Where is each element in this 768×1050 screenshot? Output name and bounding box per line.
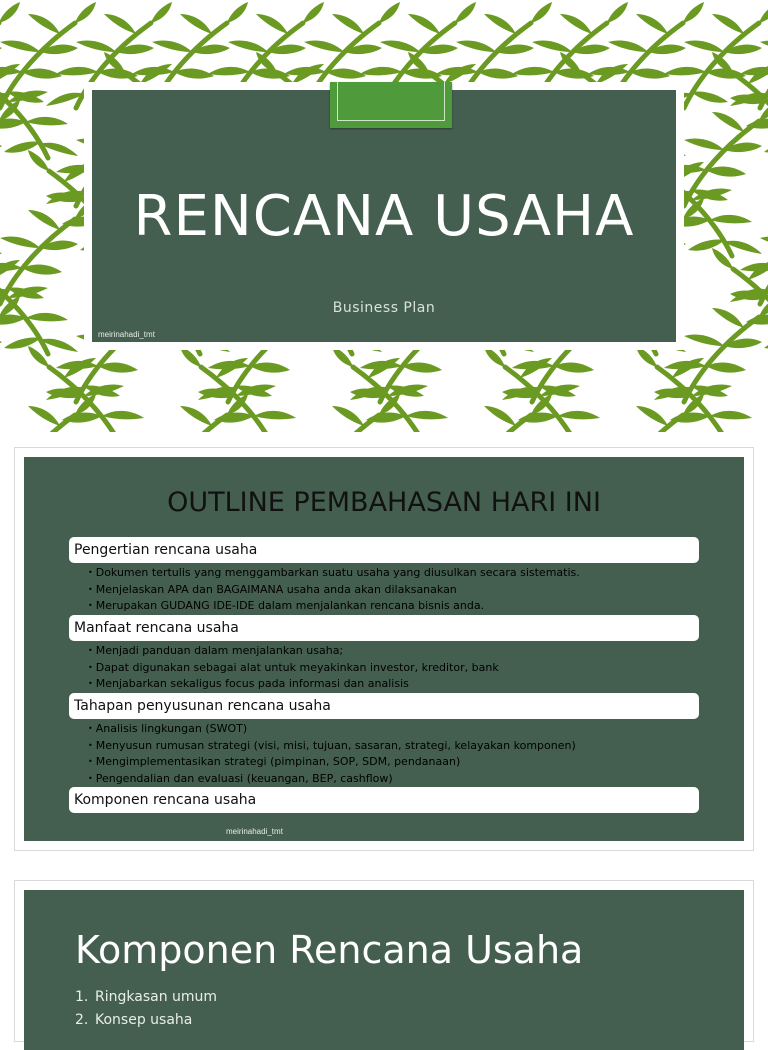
- section-bullets-pengertian: [88, 565, 580, 615]
- list-item: • Pengendalian dan evaluasi (keuangan, BEP, cashflow): [88, 771, 576, 788]
- list-item: • Analisis lingkungan (SWOT): [88, 721, 576, 738]
- accent-tab: [330, 82, 452, 128]
- outline-slide: [24, 457, 744, 841]
- list-item: [75, 986, 217, 1009]
- list-item: • Menjadi panduan dalam menjalankan usaha;: [88, 643, 499, 660]
- list-item: • Menjelaskan APA dan BAGAIMANA usaha anda akan dilaksanakan: [88, 582, 580, 599]
- list-label: Ringkasan umum: [95, 989, 218, 1005]
- title-card: [84, 82, 684, 350]
- list-item: • Mengimplementasikan strategi (pimpinan, SOP, SDM, pendanaan): [88, 754, 576, 771]
- komponen-slide-frame: [14, 880, 754, 1042]
- list-number: 2.: [75, 1012, 89, 1028]
- author-watermark: meirinahadi_tmt: [98, 330, 155, 339]
- komponen-title: Komponen Rencana Usaha: [75, 928, 584, 972]
- list-item: • Dokumen tertulis yang menggambarkan suatu usaha yang diusulkan secara sistematis.: [88, 565, 580, 582]
- section-heading-tahapan: Tahapan penyusunan rencana usaha: [69, 693, 699, 719]
- list-item: • Merupakan GUDANG IDE-IDE dalam menjalankan rencana bisnis anda.: [88, 598, 580, 615]
- section-heading-manfaat: Manfaat rencana usaha: [69, 615, 699, 641]
- section-heading-komponen: Komponen rencana usaha: [69, 787, 699, 813]
- slide-subtitle: Business Plan: [332, 300, 436, 316]
- outline-slide-frame: [14, 447, 754, 851]
- accent-tab-border: [337, 82, 445, 121]
- list-item: • Dapat digunakan sebagai alat untuk meyakinkan investor, kreditor, bank: [88, 660, 499, 677]
- title-panel: [92, 90, 676, 342]
- komponen-slide: [24, 890, 744, 1050]
- title-slide: [0, 0, 768, 432]
- komponen-list: [75, 986, 217, 1032]
- section-heading-pengertian: Pengertian rencana usaha: [69, 537, 699, 563]
- list-number: 1.: [75, 989, 89, 1005]
- slide-title: RENCANA USAHA: [133, 184, 635, 249]
- section-bullets-manfaat: [88, 643, 499, 693]
- author-watermark: meirinahadi_tmt: [226, 827, 283, 836]
- section-bullets-tahapan: [88, 721, 576, 787]
- list-item: • Menjabarkan sekaligus focus pada informasi dan analisis: [88, 676, 499, 693]
- list-item: [75, 1009, 217, 1032]
- outline-title: OUTLINE PEMBAHASAN HARI INI: [167, 487, 601, 518]
- list-label: Konsep usaha: [95, 1012, 193, 1028]
- list-item: • Menyusun rumusan strategi (visi, misi, tujuan, sasaran, strategi, kelayakan komponen): [88, 738, 576, 755]
